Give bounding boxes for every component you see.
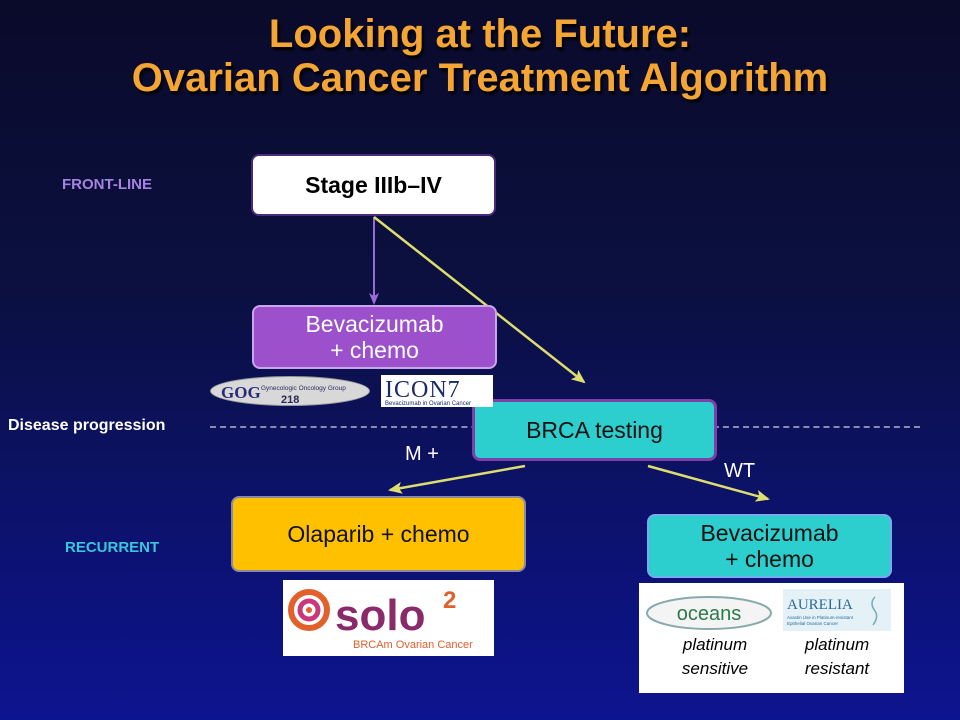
solo2-logo bbox=[283, 580, 494, 656]
disease-progression-label: Disease progression bbox=[8, 417, 166, 434]
aurelia-logo-subtitle-1: Avastin Use in Platinum-resistant bbox=[787, 615, 853, 620]
platinum-sensitive-line1: platinum bbox=[682, 635, 748, 654]
solo2-logo-subtitle: BRCAm Ovarian Cancer bbox=[353, 639, 473, 651]
solo2-logo-name: solo bbox=[335, 591, 426, 640]
bevacizumab-recurrent-line2: + chemo bbox=[725, 546, 814, 572]
recurrent-trials-logos bbox=[639, 583, 904, 633]
platinum-sensitive-caption bbox=[660, 633, 770, 681]
gog-218-logo-graphic bbox=[211, 377, 371, 407]
bevacizumab-front-line-line2: + chemo bbox=[330, 337, 419, 363]
gog-logo-name: Gynecologic Oncology Group bbox=[261, 385, 346, 392]
aurelia-logo-name: AURELIA bbox=[787, 597, 853, 613]
icon7-logo-subtitle: Bevacizumab in Ovarian Cancer bbox=[385, 401, 472, 407]
bevacizumab-front-line-box bbox=[252, 305, 497, 369]
wild-type-label: WT bbox=[724, 460, 756, 482]
aurelia-logo bbox=[783, 589, 891, 631]
title-line-2: Ovarian Cancer Treatment Algorithm bbox=[131, 56, 829, 100]
gog-218-logo bbox=[210, 376, 370, 406]
icon7-logo-graphic bbox=[381, 375, 493, 407]
solo2-logo-graphic bbox=[283, 580, 494, 656]
icon7-logo bbox=[381, 375, 493, 407]
oceans-logo-name: oceans bbox=[676, 603, 742, 625]
mutation-positive-label: M + bbox=[405, 443, 439, 465]
arrow-brca-to-olaparib bbox=[390, 466, 525, 490]
gog-logo-abbr: GOG bbox=[221, 383, 261, 402]
platinum-sensitive-line2: sensitive bbox=[681, 659, 749, 678]
icon7-logo-name: ICON7 bbox=[385, 377, 461, 403]
bevacizumab-front-line-line1: Bevacizumab bbox=[305, 311, 444, 337]
solo2-logo-superscript: 2 bbox=[443, 587, 457, 614]
platinum-resistant-caption bbox=[782, 633, 892, 681]
oceans-logo bbox=[647, 597, 771, 629]
olaparib-box bbox=[231, 496, 526, 572]
front-line-label: FRONT-LINE bbox=[62, 176, 152, 193]
gog-logo-number: 218 bbox=[281, 394, 300, 406]
platinum-resistant-line1: platinum bbox=[804, 635, 870, 654]
solo2-emblem bbox=[291, 592, 327, 628]
recurrent-label: RECURRENT bbox=[65, 539, 160, 556]
olaparib-label: Olaparib + chemo bbox=[287, 521, 470, 547]
bevacizumab-recurrent-line1: Bevacizumab bbox=[700, 520, 839, 546]
aurelia-logo-subtitle-2: Epithelial Ovarian Cancer bbox=[787, 621, 839, 626]
bevacizumab-recurrent-box bbox=[647, 514, 892, 578]
platinum-resistant-line2: resistant bbox=[804, 659, 870, 678]
stage-label: Stage IIIb–IV bbox=[305, 172, 442, 198]
stage-box bbox=[251, 154, 496, 216]
brca-testing-label: BRCA testing bbox=[526, 417, 663, 443]
title-line-1: Looking at the Future: bbox=[268, 12, 692, 56]
brca-testing-box bbox=[472, 399, 717, 461]
